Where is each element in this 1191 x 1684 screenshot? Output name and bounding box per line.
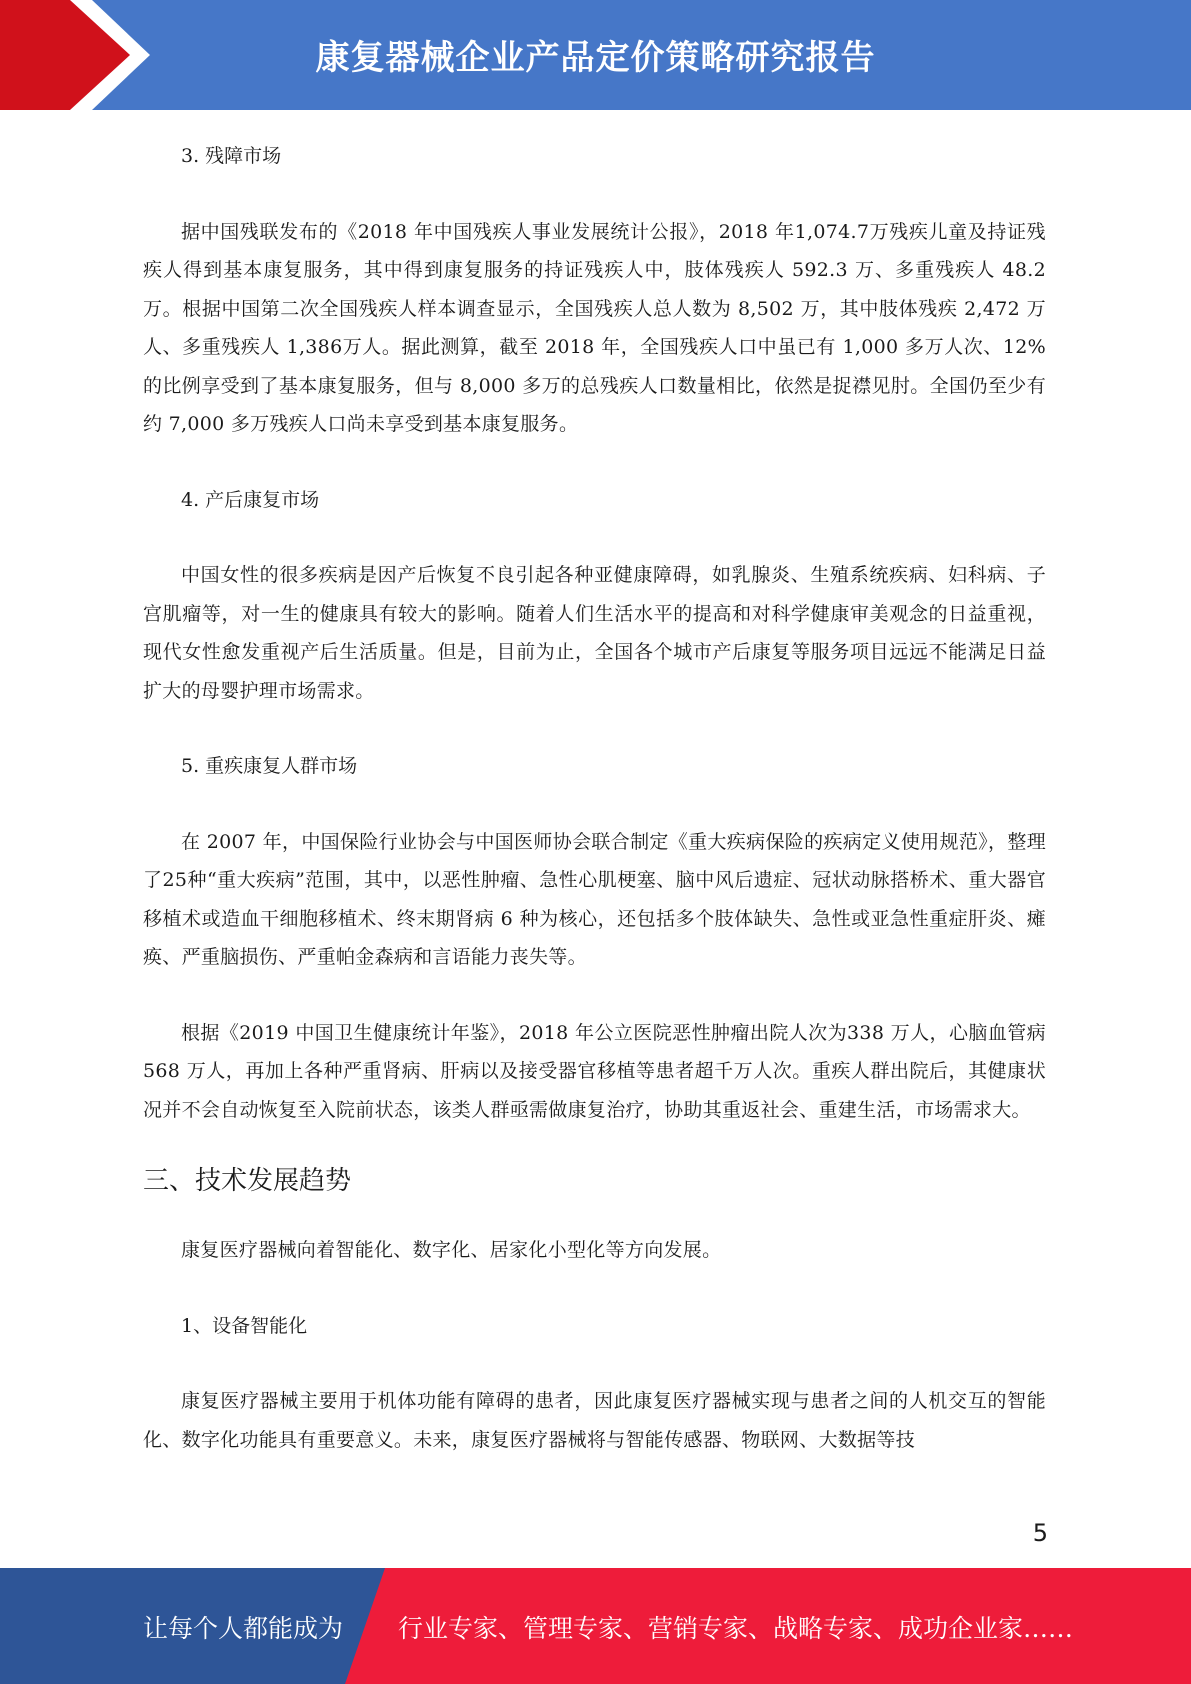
section-title: 4. 产后康复市场 xyxy=(181,488,320,511)
paragraph: 在 2007 年，中国保险行业协会与中国医师协会联合制定《重大疾病保险的疾病定义使用规范》，整理了25种“重大疾病”范围，其中，以恶性肿瘤、急性心肌梗塞、脑中风后遗症、冠状动脉搭桥术、重大器官移植术或造血干细胞移植术、终末期肾病 6 种为核心，还包括多个肢体缺失、急性或亚急性重症肝炎、瘫痪、严重脑损伤、严重帕金森病和言语能力丧失等。 xyxy=(143,830,1046,968)
paragraph: 据中国残联发布的《2018 年中国残疾人事业发展统计公报》，2018 年1,074.7万残疾儿童及持证残疾人得到基本康复服务，其中得到康复服务的持证残疾人中，肢体残疾人 592.3 万、多重残疾人 48.2 万。根据中国第二次全国残疾人样本调查显示，全国残疾人总人数为 8,502 万，其中肢体残疾 2,472 万人、多重残疾人 1,386万人。据此测算，截至 2018 年，全国残疾人口中虽已有 1,000 多万人次、12%的比例享受到了基本康复服务，但与 8,000 多万的总残疾人口数量相比，依然是捉襟见肘。全国仍至少有约 7,000 多万残疾人口尚未享受到基本康复服务。 xyxy=(143,220,1046,435)
section-title: 1、设备智能化 xyxy=(181,1314,308,1337)
paragraph: 康复医疗器械向着智能化、数字化、居家化小型化等方向发展。 xyxy=(181,1239,722,1261)
page-content xyxy=(143,130,1046,1459)
paragraph: 康复医疗器械主要用于机体功能有障碍的患者，因此康复医疗器械实现与患者之间的人机交互的智能化、数字化功能具有重要意义。未来，康复医疗器械将与智能传感器、物联网、大数据等技 xyxy=(143,1390,1046,1451)
paragraph: 中国女性的很多疾病是因产后恢复不良引起各种亚健康障碍，如乳腺炎、生殖系统疾病、妇科病、子宫肌瘤等，对一生的健康具有较大的影响。随着人们生活水平的提高和对科学健康审美观念的日益重视，现代女性愈发重视产后生活质量。但是，目前为止，全国各个城市产后康复等服务项目远远不能满足日益扩大的母婴护理市场需求。 xyxy=(143,564,1046,702)
report-title: 康复器械企业产品定价策略研究报告 xyxy=(315,38,876,78)
page-number: 5 xyxy=(1032,1519,1048,1547)
section-title: 5. 重疾康复人群市场 xyxy=(181,755,358,777)
footer-banner xyxy=(0,1568,1191,1684)
paragraph: 根据《2019 中国卫生健康统计年鉴》，2018 年公立医院恶性肿瘤出院人次为338 万人，心脑血管病 568 万人，再加上各种严重肾病、肝病以及接受器官移植等患者超千万人次。重疾人群出院后，其健康状况并不会自动恢复至入院前状态，该类人群亟需做康复治疗，协助其重返社会、重建生活，市场需求大。 xyxy=(143,1021,1046,1121)
section-title: 3. 残障市场 xyxy=(181,145,282,167)
chapter-heading: 三、技术发展趋势 xyxy=(143,1166,352,1196)
footer-slogan-left: 让每个人都能成为 xyxy=(143,1614,344,1643)
footer-slogan-right: 行业专家、管理专家、营销专家、战略专家、成功企业家…… xyxy=(398,1614,1074,1643)
header-banner xyxy=(0,0,1191,110)
